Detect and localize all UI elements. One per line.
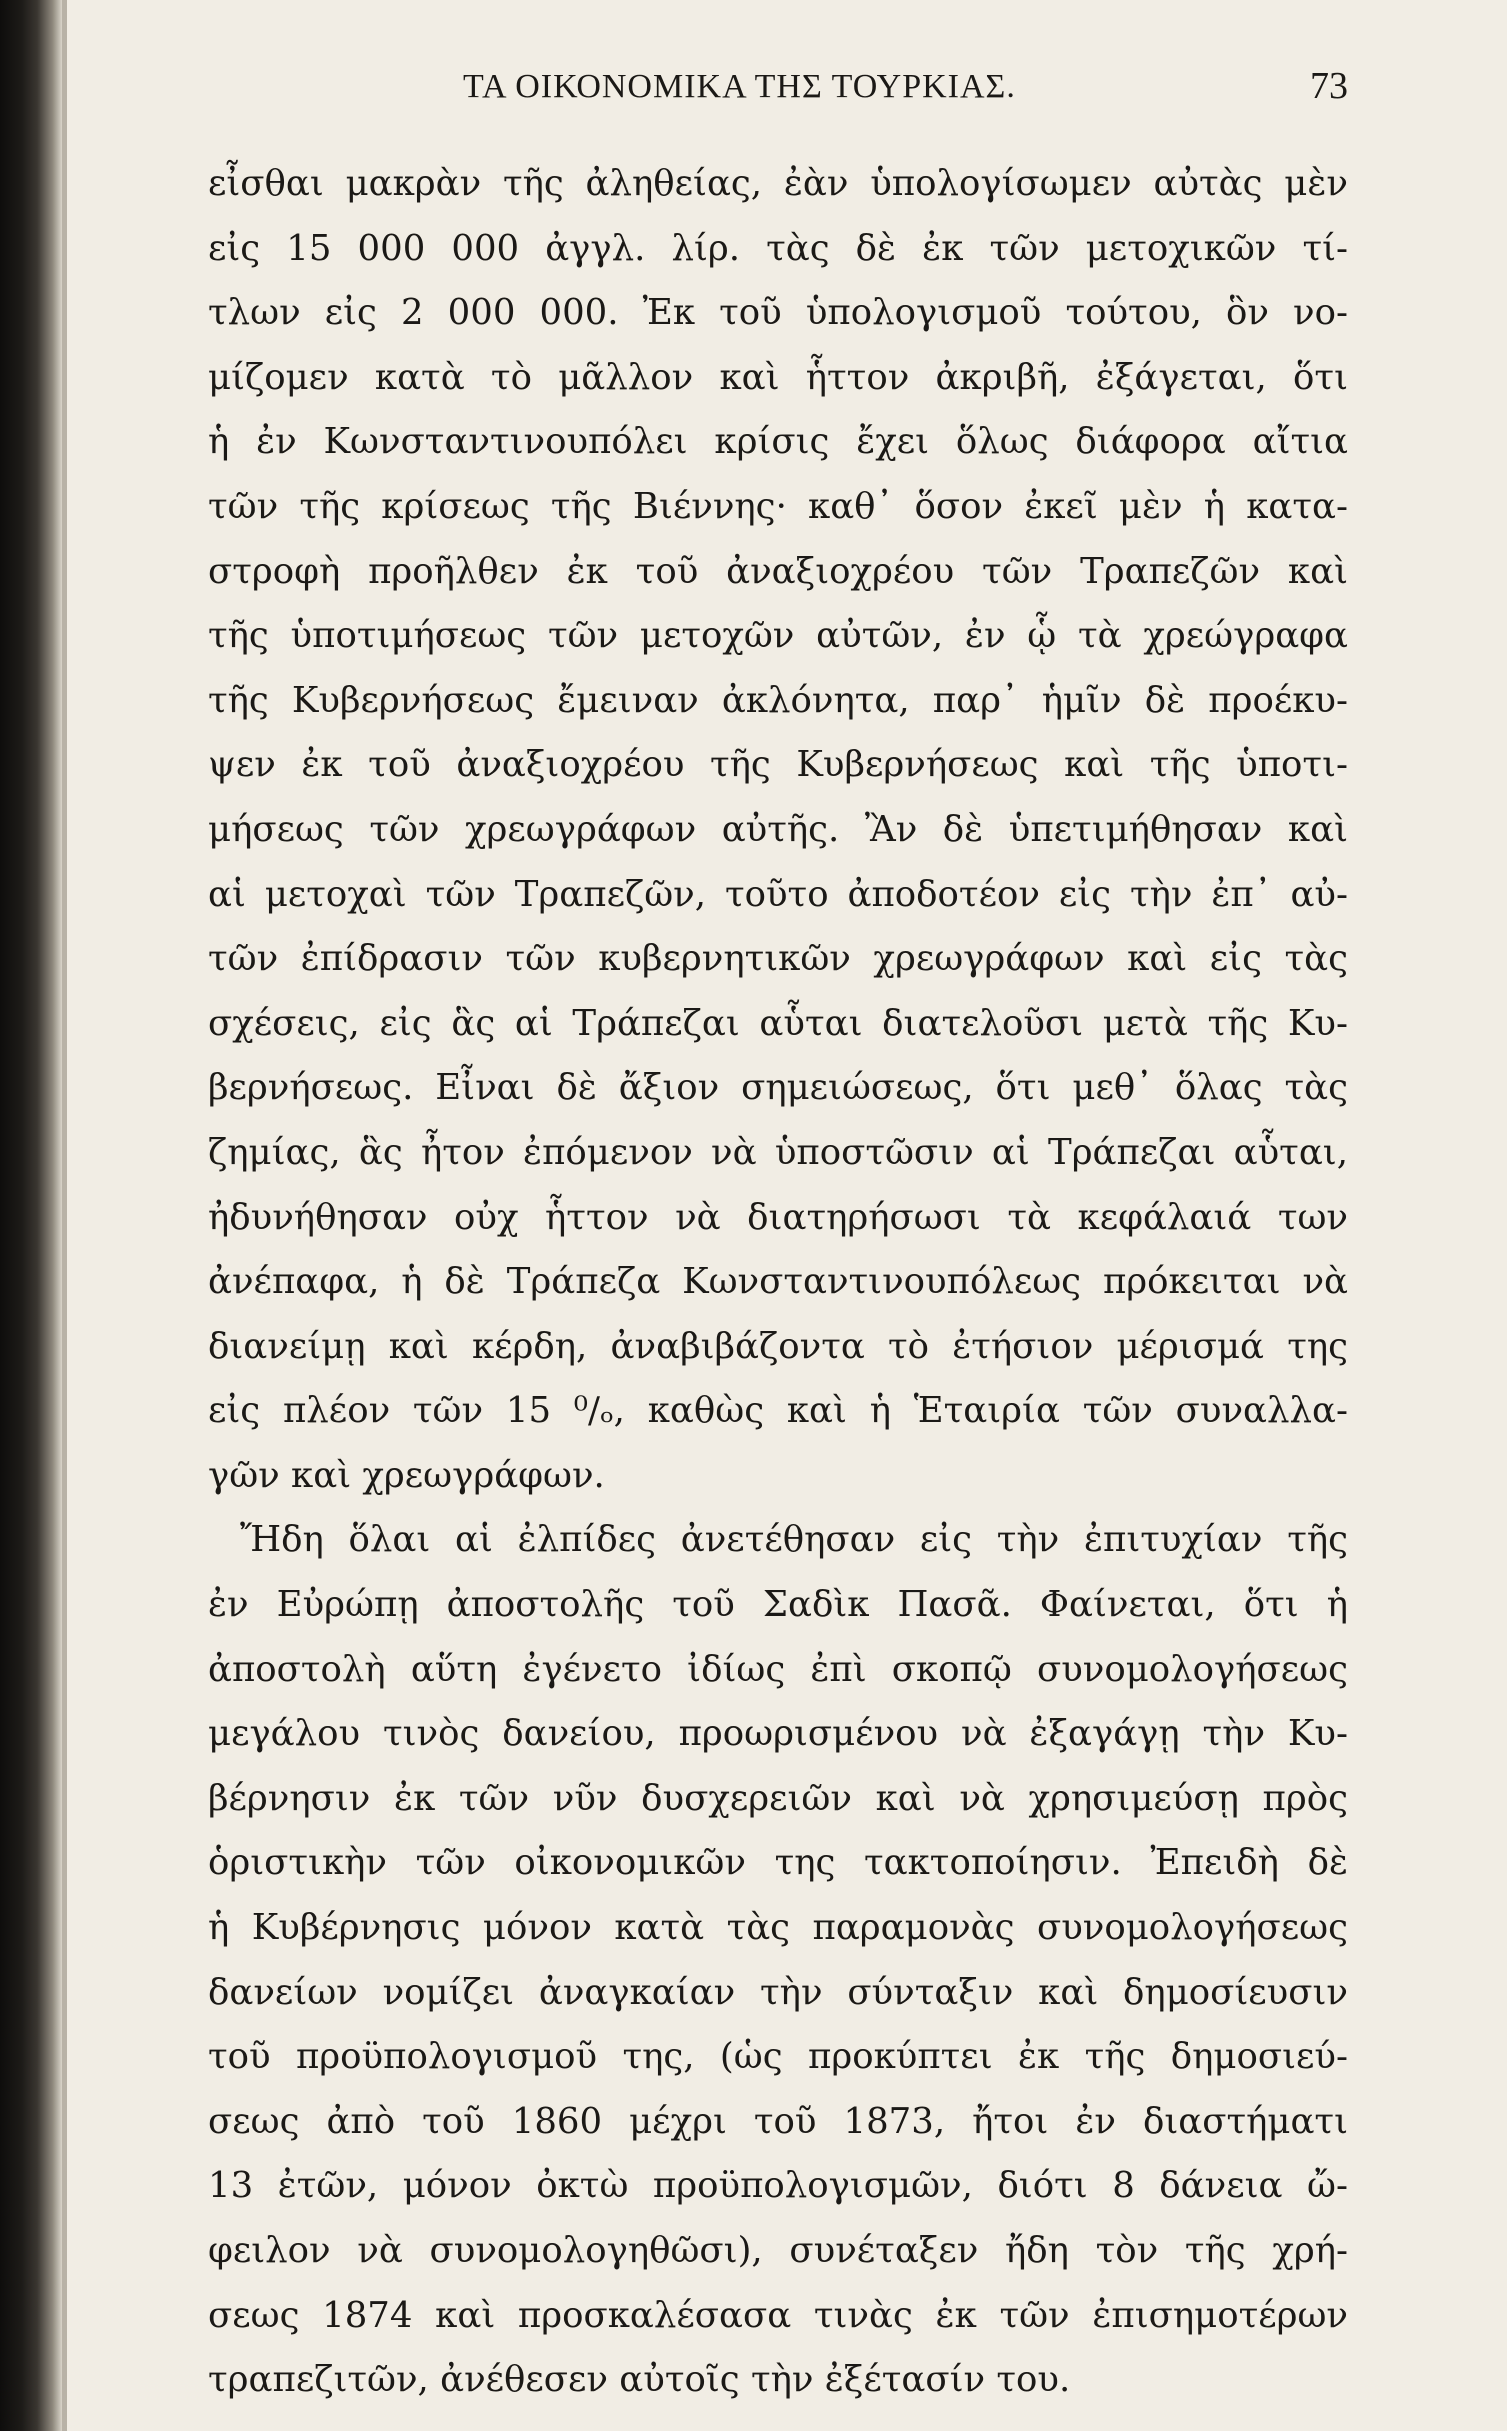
text-line: δανείων νομίζει ἀναγκαίαν τὴν σύνταξιν καὶ δημοσίευσιν (208, 1971, 1348, 2013)
book-gutter-line (62, 0, 67, 2431)
text-line: αἱ μετοχαὶ τῶν Τραπεζῶν, τοῦτο ἀποδοτέον εἰς τὴν ἐπ᾿ αὐ- (208, 873, 1348, 915)
running-title: ΤΑ ΟΙΚΟΝΟΜΙΚΑ ΤΗΣ ΤΟΥΡΚΙΑΣ. (463, 68, 1016, 105)
text-line: μίζομεν κατὰ τὸ μᾶλλον καὶ ἧττον ἀκριβῆ, ἐξάγεται, ὅτι (208, 356, 1348, 398)
text-line: τῆς ὑποτιμήσεως τῶν μετοχῶν αὐτῶν, ἐν ᾧ τὰ χρεώγραφα (208, 615, 1348, 657)
text-line: βέρνησιν ἐκ τῶν νῦν δυσχερειῶν καὶ νὰ χρησιμεύσῃ πρὸς (208, 1777, 1348, 1819)
text-line: γῶν καὶ χρεωγράφων. (208, 1454, 605, 1496)
text-line: τλων εἰς 2 000 000. Ἐκ τοῦ ὑπολογισμοῦ τούτου, ὃν νο- (208, 292, 1348, 334)
text-line: στροφὴ προῆλθεν ἐκ τοῦ ἀναξιοχρέου τῶν Τραπεζῶν καὶ (208, 550, 1348, 592)
text-line: ἐν Εὐρώπῃ ἀποστολῆς τοῦ Σαδὶκ Πασᾶ. Φαίνεται, ὅτι ἡ (208, 1584, 1348, 1626)
text-line: εἶσθαι μακρὰν τῆς ἀληθείας, ἐὰν ὑπολογίσωμεν αὐτὰς μὲν (208, 163, 1348, 204)
body-text (208, 152, 1348, 2413)
text-line: εἰς πλέον τῶν 15 ⁰/ₒ, καθὼς καὶ ἡ Ἑταιρία τῶν συναλλα- (208, 1390, 1348, 1432)
text-line: μεγάλου τινὸς δανείου, προωρισμένου νὰ ἐξαγάγῃ τὴν Κυ- (208, 1713, 1348, 1755)
book-page (208, 60, 1348, 2413)
text-line: ἡ Κυβέρνησις μόνον κατὰ τὰς παραμονὰς συνομολογήσεως (208, 1907, 1348, 1949)
text-line: τῶν ἐπίδρασιν τῶν κυβερνητικῶν χρεωγράφων καὶ εἰς τὰς (208, 938, 1348, 980)
text-line: φειλον νὰ συνομολογηθῶσι), συνέταξεν ἤδη τὸν τῆς χρή- (208, 2230, 1348, 2271)
text-line: βερνήσεως. Εἶναι δὲ ἄξιον σημειώσεως, ὅτι μεθ᾿ ὅλας τὰς (208, 1067, 1348, 1109)
text-line: τῶν τῆς κρίσεως τῆς Βιέννης· καθ᾿ ὅσον ἐκεῖ μὲν ἡ κατα- (208, 485, 1348, 527)
text-line: 13 ἐτῶν, μόνον ὀκτὼ προϋπολογισμῶν, διότι 8 δάνεια ὤ- (208, 2165, 1348, 2207)
text-line: ἀποστολὴ αὕτη ἐγένετο ἰδίως ἐπὶ σκοπῷ συνομολογήσεως (208, 1648, 1348, 1690)
text-line: τοῦ προϋπολογισμοῦ της, (ὡς προκύπτει ἐκ τῆς δημοσιεύ- (208, 2036, 1348, 2078)
text-line: διανείμῃ καὶ κέρδη, ἀναβιβάζοντα τὸ ἐτήσιον μέρισμά της (208, 1325, 1348, 1367)
text-line: τραπεζιτῶν, ἀνέθεσεν αὐτοῖς τὴν ἐξέτασίν του. (208, 2359, 1071, 2401)
page-number: 73 (1310, 65, 1348, 107)
text-line: σχέσεις, εἰς ἃς αἱ Τράπεζαι αὗται διατελοῦσι μετὰ τῆς Κυ- (208, 1002, 1348, 1044)
text-line: σεως ἀπὸ τοῦ 1860 μέχρι τοῦ 1873, ἤτοι ἐν διαστήματι (208, 2100, 1348, 2142)
book-binding-edge (0, 0, 62, 2431)
text-line: ἀνέπαφα, ἡ δὲ Τράπεζα Κωνσταντινουπόλεως πρόκειται νὰ (208, 1261, 1348, 1303)
text-line: τῆς Κυβερνήσεως ἔμειναν ἀκλόνητα, παρ᾿ ἡμῖν δὲ προέκυ- (208, 679, 1348, 721)
text-line: εἰς 15 000 000 ἀγγλ. λίρ. τὰς δὲ ἐκ τῶν μετοχικῶν τί- (208, 227, 1348, 269)
running-head (208, 60, 1348, 130)
text-line: σεως 1874 καὶ προσκαλέσασα τινὰς ἐκ τῶν ἐπισημοτέρων (208, 2294, 1348, 2336)
text-line: Ἤδη ὅλαι αἱ ἐλπίδες ἀνετέθησαν εἰς τὴν ἐπιτυχίαν τῆς (240, 1519, 1348, 1561)
text-line: ἠδυνήθησαν οὐχ ἧττον νὰ διατηρήσωσι τὰ κεφάλαιά των (208, 1196, 1348, 1238)
text-line: ψεν ἐκ τοῦ ἀναξιοχρέου τῆς Κυβερνήσεως καὶ τῆς ὑποτι- (208, 744, 1348, 786)
text-line: ἡ ἐν Κωνσταντινουπόλει κρίσις ἔχει ὅλως διάφορα αἴτια (208, 421, 1348, 463)
text-line: μήσεως τῶν χρεωγράφων αὐτῆς. Ἂν δὲ ὑπετιμήθησαν καὶ (208, 808, 1348, 850)
text-line: ζημίας, ἃς ἦτον ἐπόμενον νὰ ὑποστῶσιν αἱ Τράπεζαι αὗται, (208, 1131, 1348, 1173)
text-line: ὁριστικὴν τῶν οἰκονομικῶν της τακτοποίησιν. Ἐπειδὴ δὲ (208, 1842, 1348, 1884)
